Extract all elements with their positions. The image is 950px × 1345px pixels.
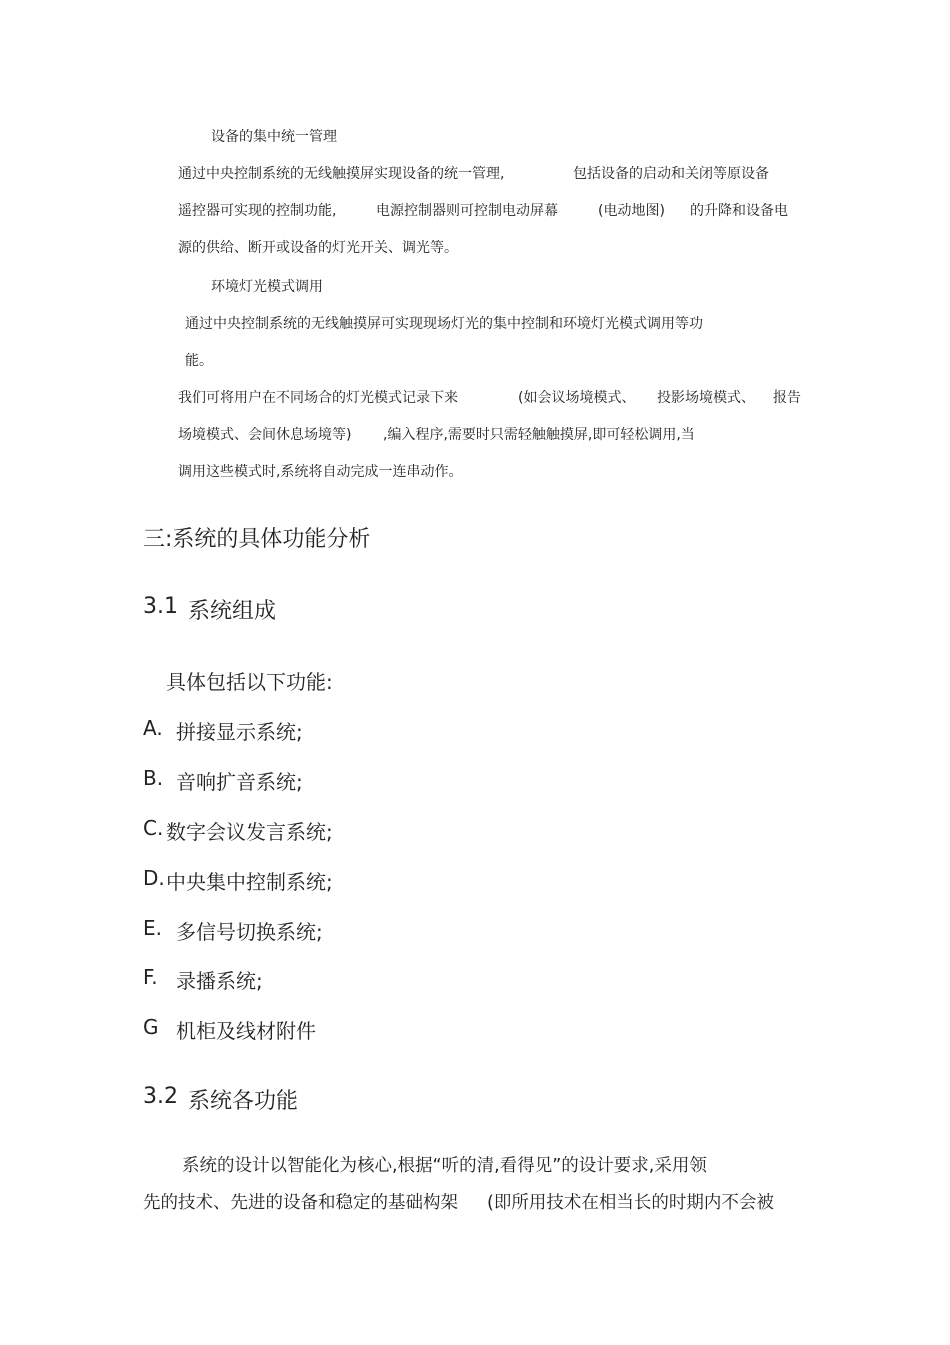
list-item-text: 数字会议发言系统; (166, 820, 333, 844)
body-text-line: 报告 (773, 390, 801, 406)
list-item-text: 中央集中控制系统; (166, 870, 333, 894)
list-item-letter: G (143, 1015, 159, 1039)
body-text-line: 源的供给、断开或设备的灯光开关、调光等。 (178, 240, 458, 256)
list-item-text: 拼接显示系统; (176, 720, 303, 744)
list-item-letter: A. (143, 716, 163, 740)
list-item-letter: C. (143, 816, 164, 840)
section-title-device-management: 设备的集中统一管理 (211, 129, 337, 145)
body-text-line: (如会议场境模式、 (518, 390, 636, 406)
body-text-line: 调用这些模式时,系统将自动完成一连串动作。 (178, 464, 463, 480)
body-text-line: 电源控制器则可控制电动屏幕 (376, 203, 558, 219)
list-item-text: 录播系统; (176, 969, 263, 993)
list-item-text: 多信号切换系统; (176, 920, 323, 944)
body-text-line: 通过中央控制系统的无线触摸屏实现设备的统一管理, (178, 166, 505, 182)
body-text-line: 通过中央控制系统的无线触摸屏可实现现场灯光的集中控制和环境灯光模式调用等功 (185, 316, 703, 332)
body-text-line: 场境模式、会间休息场境等) (178, 427, 352, 443)
body-text-line: 我们可将用户在不同场合的灯光模式记录下来 (178, 390, 458, 406)
body-text-line: 投影场境模式、 (657, 390, 755, 406)
body-text-line: (电动地图) (598, 203, 665, 219)
chapter-heading: 三:系统的具体功能分析 (143, 527, 371, 552)
list-item-letter: B. (143, 766, 164, 790)
body-text-line: 包括设备的启动和关闭等原设备 (573, 166, 769, 182)
section-title-lighting-modes: 环境灯光模式调用 (211, 279, 323, 295)
list-item-text: 机柜及线材附件 (176, 1019, 316, 1043)
paragraph-line: 系统的设计以智能化为核心,根据“听的清,看得见”的设计要求,采用领 (182, 1156, 707, 1176)
subsection-number: 3.2 (143, 1084, 178, 1109)
list-item-letter: D. (143, 866, 165, 890)
list-item-letter: F. (143, 965, 158, 989)
intro-text: 具体包括以下功能: (166, 670, 333, 694)
list-item-text: 音响扩音系统; (176, 770, 303, 794)
subsection-title: 系统各功能 (188, 1089, 299, 1114)
body-text-line: 能。 (185, 353, 213, 369)
body-text-line: ,编入程序,需要时只需轻触触摸屏,即可轻松调用,当 (383, 427, 695, 443)
body-text-line: 遥控器可实现的控制功能, (178, 203, 337, 219)
paragraph-line: (即所用技术在相当长的时期内不会被 (487, 1193, 774, 1213)
paragraph-line: 先的技术、先进的设备和稳定的基础构架 (143, 1193, 458, 1213)
subsection-number: 3.1 (143, 594, 178, 619)
list-item-letter: E. (143, 916, 162, 940)
subsection-title: 系统组成 (188, 599, 277, 624)
body-text-line: 的升降和设备电 (690, 203, 788, 219)
